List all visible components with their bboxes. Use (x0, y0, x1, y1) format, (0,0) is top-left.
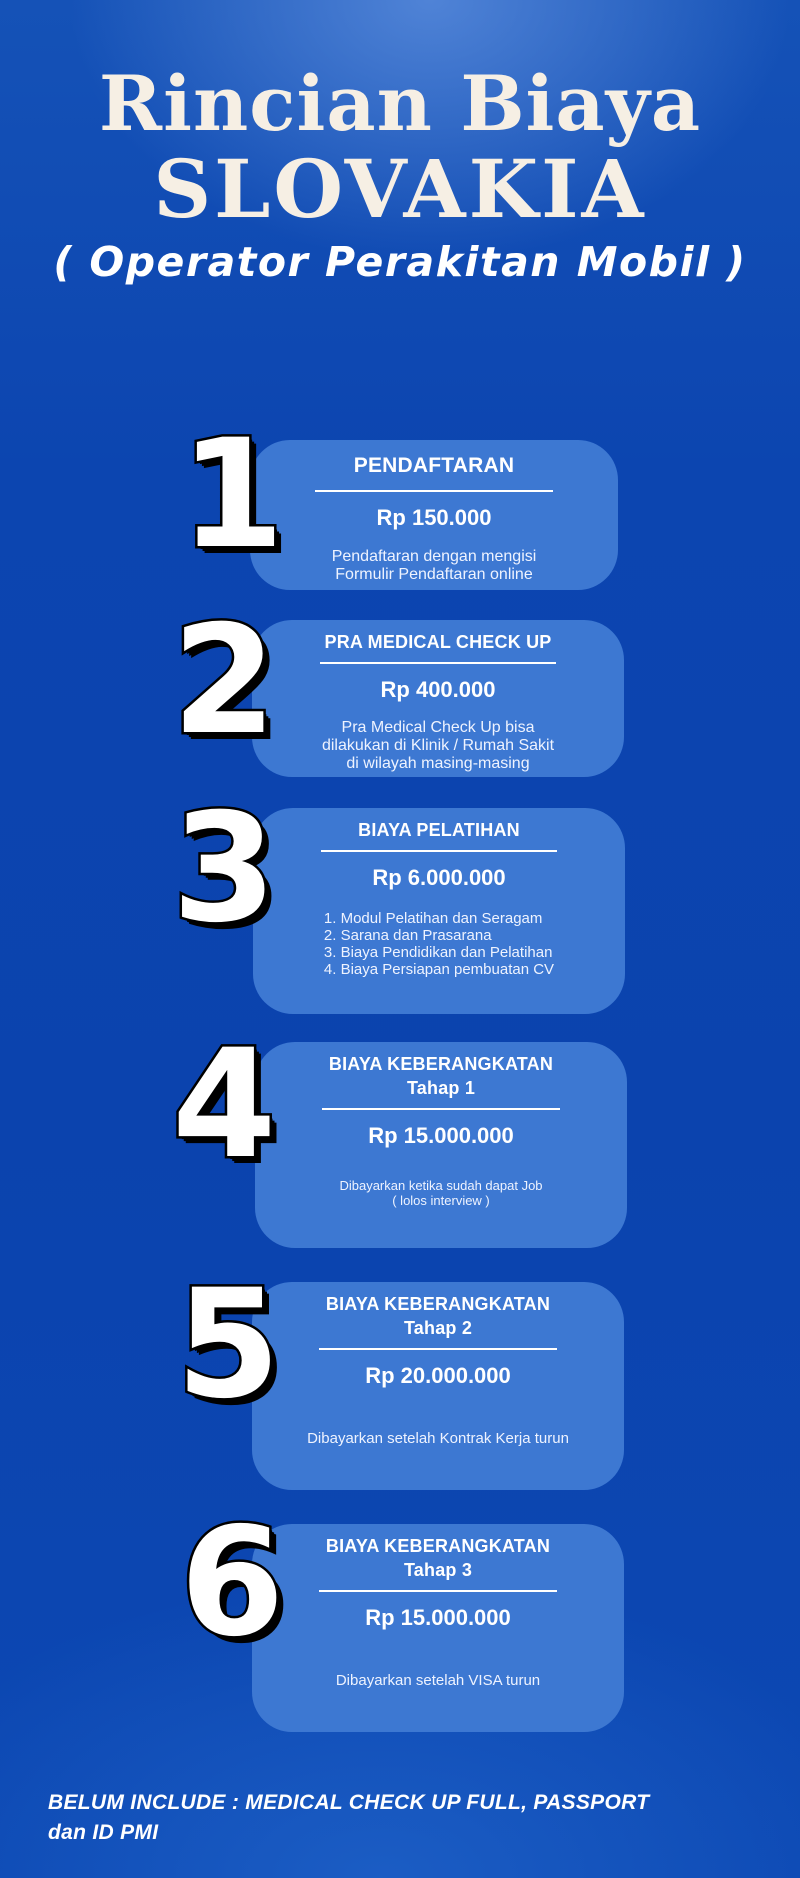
step-title: PENDAFTARAN (353, 454, 515, 477)
divider (322, 1108, 560, 1110)
cost-breakdown-list (324, 910, 554, 978)
description-line: Dibayarkan setelah Kontrak Kerja turun (307, 1430, 569, 1447)
step-price: Rp 15.000.000 (365, 1605, 511, 1630)
step-title-line: BIAYA KEBERANGKATAN (325, 1294, 551, 1314)
step-phase: Tahap 3 (403, 1560, 473, 1580)
step-title: BIAYA PELATIHAN (358, 820, 520, 840)
step-title (252, 1292, 624, 1340)
step-title (255, 1052, 627, 1100)
step-description (252, 1430, 624, 1448)
list-item: 3. Biaya Pendidikan dan Pelatihan (323, 944, 553, 961)
page-title: Rincian Biaya (98, 59, 702, 148)
step-card (252, 620, 624, 777)
step-title: PRA MEDICAL CHECK UP (324, 632, 552, 652)
step-price: Rp 15.000.000 (368, 1123, 514, 1148)
divider (315, 490, 553, 492)
step-price: Rp 20.000.000 (365, 1363, 511, 1388)
description-line: Pra Medical Check Up bisa (341, 719, 535, 736)
step-number: 4 (172, 1018, 277, 1192)
step-description (252, 719, 624, 773)
step-card (252, 1282, 624, 1490)
step-number: 2 (172, 594, 277, 768)
description-line: dilakukan di Klinik / Rumah Sakit (321, 737, 555, 754)
divider (321, 850, 557, 852)
step-number: 1 (180, 408, 285, 582)
description-line: di wilayah masing-masing (346, 755, 530, 772)
step-price: Rp 150.000 (376, 505, 492, 530)
step-card (255, 1042, 627, 1248)
description-line: Formulir Pendaftaran online (335, 566, 533, 583)
step-number: 6 (180, 1496, 285, 1670)
country-title: SLOVAKIA (153, 142, 647, 236)
step-description (255, 1178, 627, 1208)
divider (319, 1348, 557, 1350)
step-price: Rp 400.000 (380, 677, 496, 702)
step-title (252, 1534, 624, 1582)
list-item: 1. Modul Pelatihan dan Seragam (323, 910, 543, 927)
page-subtitle: ( Operator Perakitan Mobil ) (53, 238, 747, 286)
step-number: 3 (172, 782, 277, 956)
description-line: ( lolos interview ) (392, 1193, 490, 1208)
step-phase: Tahap 2 (403, 1318, 473, 1338)
list-item: 2. Sarana dan Prasarana (323, 927, 492, 944)
step-card (250, 440, 618, 590)
step-title-line: BIAYA KEBERANGKATAN (325, 1536, 551, 1556)
step-phase: Tahap 1 (406, 1078, 476, 1098)
title-block (0, 59, 800, 288)
description-line: Pendaftaran dengan mengisi (331, 548, 537, 565)
step-price: Rp 6.000.000 (372, 865, 506, 890)
step-number: 5 (176, 1258, 281, 1432)
step-title-line: BIAYA KEBERANGKATAN (328, 1054, 554, 1074)
step-description (250, 548, 618, 584)
divider (319, 1590, 557, 1592)
footer-note-line: dan ID PMI (48, 1821, 159, 1844)
description-line: Dibayarkan setelah VISA turun (335, 1672, 541, 1689)
step-card (253, 808, 625, 1014)
description-line: Dibayarkan ketika sudah dapat Job (339, 1178, 543, 1193)
list-item: 4. Biaya Persiapan pembuatan CV (323, 961, 555, 978)
footer-note (48, 1788, 768, 1848)
divider (320, 662, 556, 664)
step-description (252, 1672, 624, 1690)
footer-note-line: BELUM INCLUDE : MEDICAL CHECK UP FULL, PASSPORT (48, 1791, 650, 1814)
step-card (252, 1524, 624, 1732)
